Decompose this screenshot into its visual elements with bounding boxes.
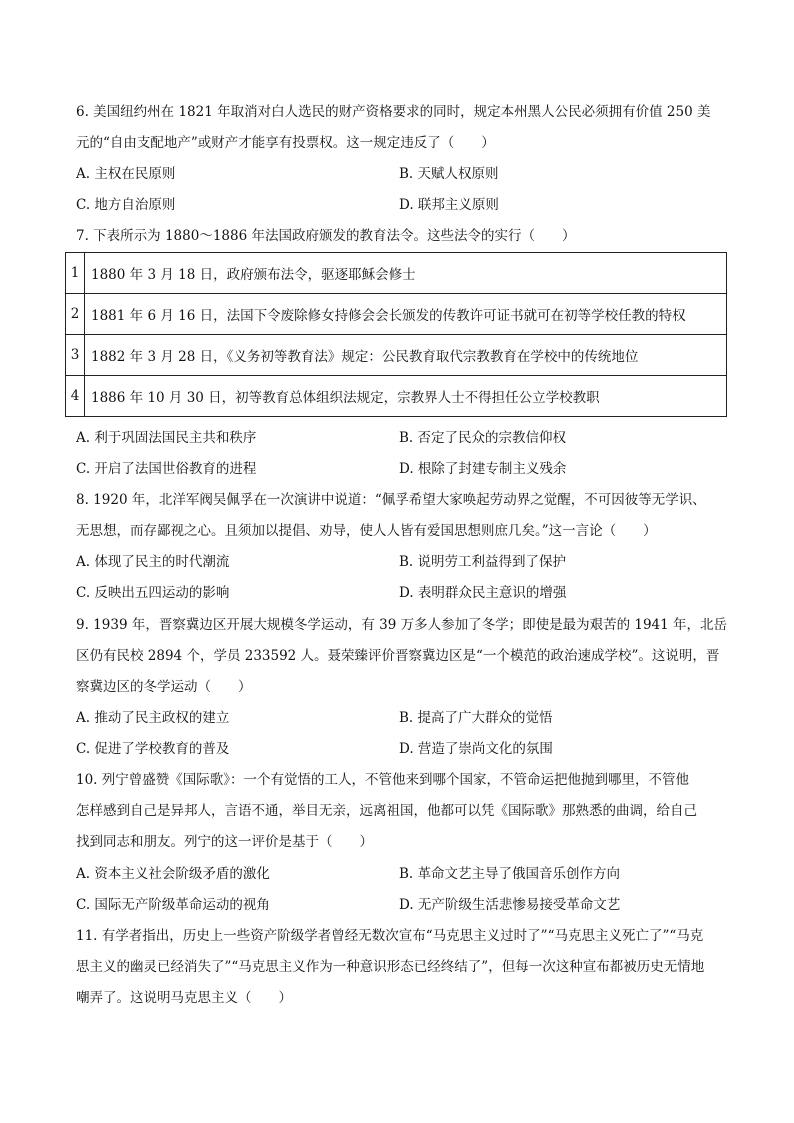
- question-8-option-b[interactable]: B. 说明劳工利益得到了保护: [399, 554, 567, 570]
- question-9-line-1: 9. 1939 年，晋察冀边区开展大规模冬学运动，有 39 万多人参加了冬学；即使是最为艰苦的 1941 年，北岳: [76, 617, 728, 633]
- question-8-option-c[interactable]: C. 反映出五四运动的影响: [76, 585, 230, 601]
- table-row-text: 1881 年 6 月 16 日，法国下令废除修女持修会会长颁发的传教许可证书就可在初等学校任教的特权: [85, 294, 727, 335]
- table-row-text: 1880 年 3 月 18 日，政府颁布法令，驱逐耶稣会修士: [85, 253, 727, 294]
- question-10-option-c[interactable]: C. 国际无产阶级革命运动的视角: [76, 897, 270, 913]
- question-10-line-2: 怎样感到自己是异邦人，言语不通，举目无亲，远离祖国，他都可以凭《国际歌》那熟悉的曲调，给自己: [76, 803, 697, 819]
- education-decree-table: [65, 252, 727, 417]
- question-7-option-d[interactable]: D. 根除了封建专制主义残余: [399, 461, 567, 477]
- question-10-line-3: 找到同志和朋友。列宁的这一评价是基于（ ）: [76, 834, 373, 850]
- table-row-number: 2: [66, 294, 85, 335]
- question-7-option-c[interactable]: C. 开启了法国世俗教育的进程: [76, 461, 257, 477]
- question-6-line-2: 元的“自由支配地产”或财产才能享有投票权。这一规定违反了（ ）: [76, 135, 495, 151]
- question-6-option-b[interactable]: B. 天赋人权原则: [399, 166, 499, 182]
- table-row: [66, 335, 727, 376]
- question-8-option-d[interactable]: D. 表明群众民主意识的增强: [399, 585, 567, 601]
- table-row-text: 1886 年 10 月 30 日，初等教育总体组织法规定，宗教界人士不得担任公立学校教职: [85, 376, 727, 417]
- question-9-option-a[interactable]: A. 推动了民主政权的建立: [76, 710, 230, 726]
- question-11-line-1: 11. 有学者指出，历史上一些资产阶级学者曾经无数次宣布“马克思主义过时了”“马克思主义死亡了”“马克: [76, 928, 704, 944]
- question-8-option-a[interactable]: A. 体现了民主的时代潮流: [76, 554, 230, 570]
- question-10-option-a[interactable]: A. 资本主义社会阶级矛盾的激化: [76, 866, 270, 882]
- question-10-option-b[interactable]: B. 革命文艺主导了俄国音乐创作方向: [399, 866, 621, 882]
- question-8-line-2: 无思想，而存鄙视之心。且须加以提倡、劝导，使人人皆有爱国思想则庶几矣。”这一言论（ ）: [76, 523, 657, 539]
- question-9-line-2: 区仍有民校 2894 个，学员 233592 人。聂荣臻评价晋察冀边区是“一个模范的政治速成学校”。这说明，晋: [76, 648, 720, 664]
- question-11-line-3: 嘲弄了。这说明马克思主义（ ）: [76, 990, 292, 1006]
- question-7-option-a[interactable]: A. 利于巩固法国民主共和秩序: [76, 430, 257, 446]
- question-11-line-2: 思主义的幽灵已经消失了”“马克思主义作为一种意识形态已经终结了”，但每一次这种宣布都被历史无情地: [76, 959, 705, 975]
- question-8-line-1: 8. 1920 年，北洋军阀吴佩孚在一次演讲中说道：“佩孚希望大家唤起劳动界之觉醒，不可因彼等无学识、: [76, 492, 706, 508]
- question-6-line-1: 6. 美国纽约州在 1821 年取消对白人选民的财产资格要求的同时，规定本州黑人公民必须拥有价值 250 美: [76, 104, 711, 120]
- question-9-option-c[interactable]: C. 促进了学校教育的普及: [76, 741, 230, 757]
- table-row: [66, 253, 727, 294]
- question-6-option-d[interactable]: D. 联邦主义原则: [399, 197, 499, 213]
- table-row: [66, 294, 727, 335]
- question-10-line-1: 10. 列宁曾盛赞《国际歌》：一个有觉悟的工人，不管他来到哪个国家，不管命运把他抛到哪里，不管他: [76, 772, 690, 788]
- table-row: [66, 376, 727, 417]
- table-row-number: 4: [66, 376, 85, 417]
- question-7-option-b[interactable]: B. 否定了民众的宗教信仰权: [399, 430, 567, 446]
- question-9-option-d[interactable]: D. 营造了崇尚文化的氛围: [399, 741, 553, 757]
- question-10-option-d[interactable]: D. 无产阶级生活悲惨易接受革命文艺: [399, 897, 621, 913]
- question-7-line-1: 7. 下表所示为 1880～1886 年法国政府颁发的教育法令。这些法令的实行（ ）: [76, 228, 576, 244]
- question-9-option-b[interactable]: B. 提高了广大群众的觉悟: [399, 710, 553, 726]
- table-row-number: 1: [66, 253, 85, 294]
- table-row-number: 3: [66, 335, 85, 376]
- table-row-text: 1882 年 3 月 28 日，《义务初等教育法》规定：公民教育取代宗教教育在学校中的传统地位: [85, 335, 727, 376]
- question-6-option-c[interactable]: C. 地方自治原则: [76, 197, 176, 213]
- question-6-option-a[interactable]: A. 主权在民原则: [76, 166, 176, 182]
- question-9-line-3: 察冀边区的冬学运动（ ）: [76, 679, 252, 695]
